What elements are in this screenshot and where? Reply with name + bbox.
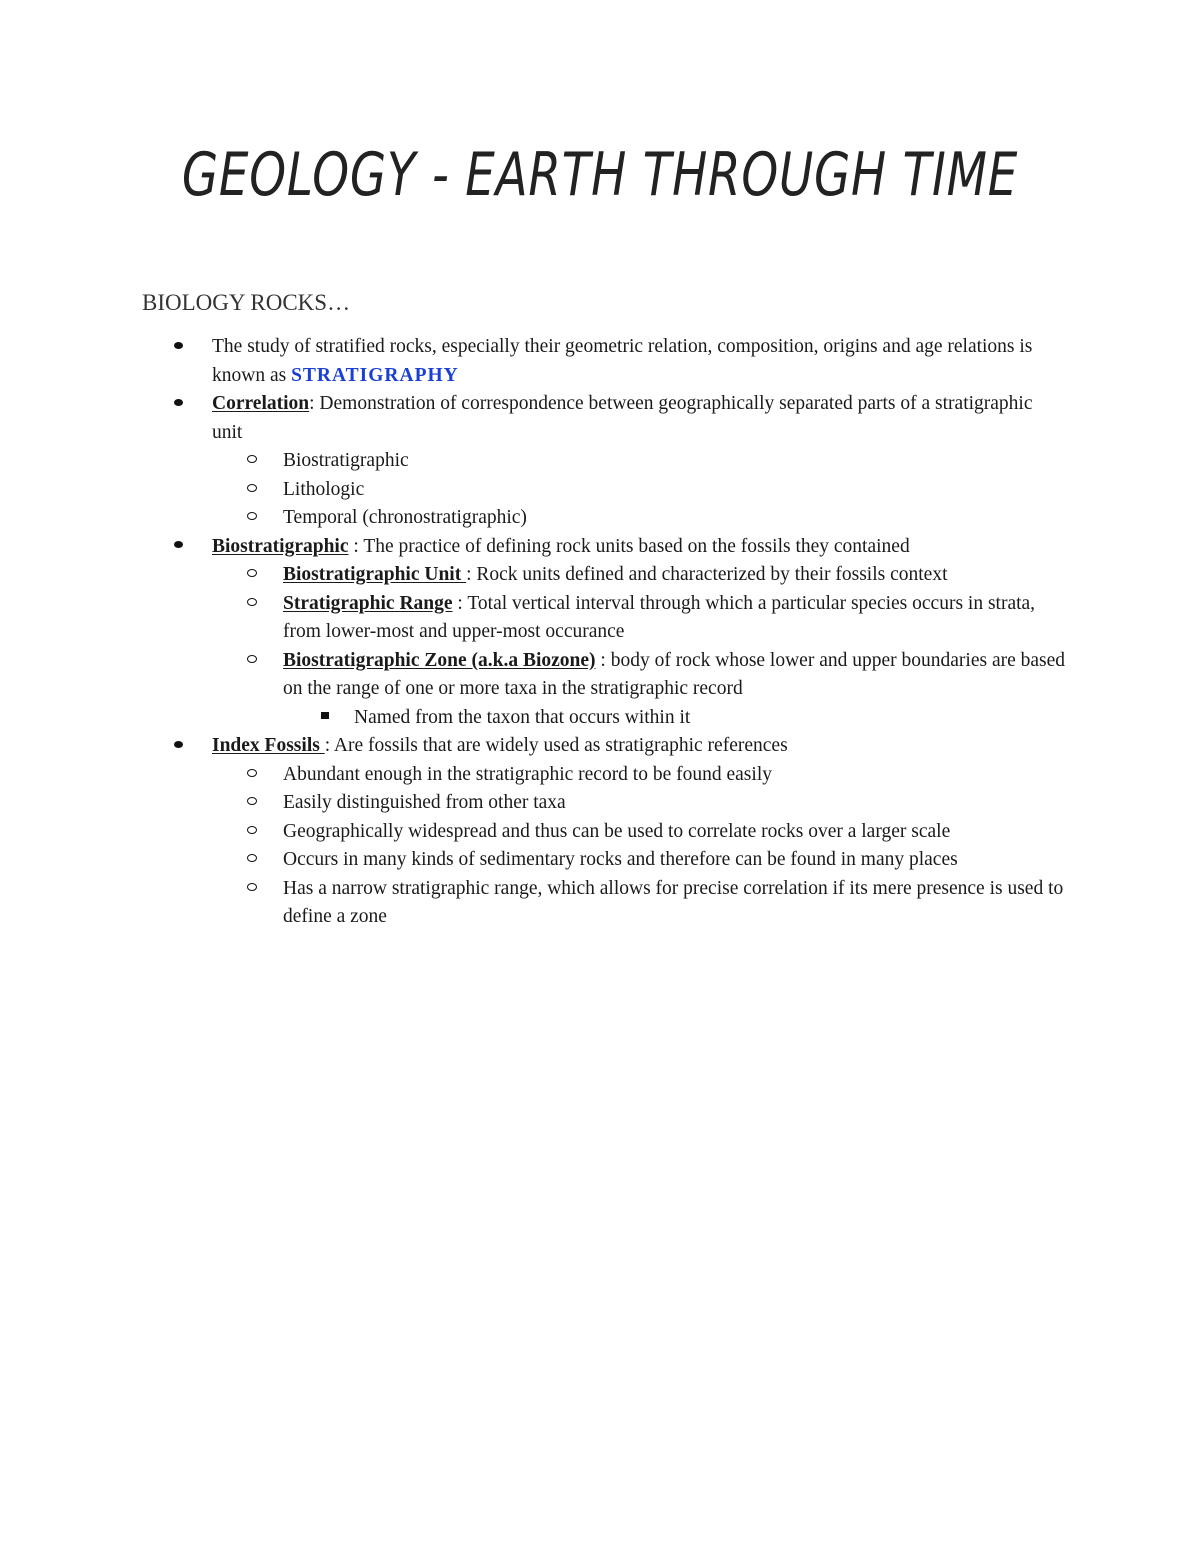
range-term: Stratigraphic Range [283,592,453,614]
index-fossils-term: Index Fossils [212,735,325,756]
bullet-icon [174,732,183,761]
list-item-correlation [212,390,1062,447]
list-subitem-unit [283,561,1073,590]
bullet-icon [174,390,183,419]
ring-bullet-icon [247,504,257,533]
list-subitem [283,789,1073,818]
stratigraphy-text: The study of stratified rocks, especially their geometric relation, composition, origins and age relations is known as [212,336,1033,386]
subitem-text: Geographically widespread and thus can be used to correlate rocks over a larger scale [283,820,951,842]
list-subitem [283,476,1073,505]
list-item-biostratigraphic [212,533,1062,562]
list-item-index-fossils [212,732,1062,761]
biostratigraphic-text: : The practice of defining rock units based on the fossils they contained [348,535,910,557]
list-subitem [283,846,1073,875]
list-subitem-zone [283,647,1073,704]
range-text: : Total vertical interval through which a particular species occurs in strata, from lower-most and upper-most occurance [283,592,1036,642]
list-subsubitem [354,704,1054,733]
bullet-icon [174,533,183,562]
ring-bullet-icon [247,647,257,676]
page-title: GEOLOGY - EARTH THROUGH TIME [181,140,1019,210]
biostratigraphic-term: Biostratigraphic [212,535,349,557]
ring-bullet-icon [247,818,257,847]
list-item-stratigraphy [212,333,1062,390]
correlation-text: : Demonstration of correspondence between geographically separated parts of a stratigraphic unit [212,393,1033,443]
ring-bullet-icon [247,761,257,790]
unit-text: : Rock units defined and characterized by their fossils context [466,564,948,585]
section-heading: BIOLOGY ROCKS… [142,290,351,315]
list-subitem [283,875,1073,932]
stratigraphy-highlight: STRATIGRAPHY [291,364,459,386]
ring-bullet-icon [247,561,257,590]
ring-bullet-icon [247,846,257,875]
ring-bullet-icon [247,476,257,505]
square-bullet-icon [321,704,329,733]
unit-term: Biostratigraphic Unit [283,564,467,585]
subitem-text: Temporal (chronostratigraphic) [283,507,527,528]
subitem-text: Biostratigraphic [283,450,409,471]
subitem-text: Easily distinguished from other taxa [283,792,566,813]
zone-sub-text: Named from the taxon that occurs within it [354,706,691,728]
correlation-term: Correlation [212,393,310,414]
index-fossils-text: : Are fossils that are widely used as stratigraphic references [324,735,788,756]
list-subitem [283,761,1073,790]
zone-term: Biostratigraphic Zone (a.k.a Biozone) [283,649,596,671]
ring-bullet-icon [247,447,257,476]
list-subitem-range [283,590,1073,647]
subitem-text: Has a narrow stratigraphic range, which allows for precise correlation if its mere presence is used to define a zone [283,877,1064,927]
subitem-text: Lithologic [283,478,365,500]
subitem-text: Occurs in many kinds of sedimentary rocks and therefore can be found in many places [283,849,958,870]
ring-bullet-icon [247,590,257,619]
ring-bullet-icon [247,789,257,818]
list-subitem [283,447,1073,476]
notes-list [0,333,1200,932]
ring-bullet-icon [247,875,257,904]
list-subitem [283,818,1073,847]
zone-text: : body of rock whose lower and upper boundaries are based on the range of one or more taxa in the stratigraphic record [283,649,1066,699]
subitem-text: Abundant enough in the stratigraphic record to be found easily [283,763,772,785]
list-subitem [283,504,1073,533]
bullet-icon [174,333,183,362]
